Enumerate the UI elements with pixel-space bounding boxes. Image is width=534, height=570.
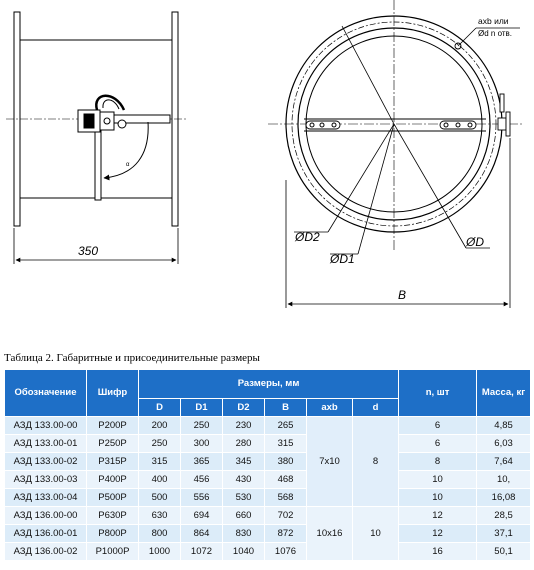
dimension-B xyxy=(286,138,510,308)
group2-axb: 10x16 xyxy=(307,507,353,561)
table-row: АЗД 133.00-00 P200P 200 250 230 265 7x10 8 6 4,85 xyxy=(5,417,531,435)
header-code: Шифр xyxy=(87,370,139,417)
group1-axb: 7x10 xyxy=(307,417,353,507)
label-axb: axb или xyxy=(478,16,509,26)
label-D: ØD xyxy=(466,235,484,249)
table-row: АЗД 133.00-04 P500P 500 556 530 568 10 16,08 xyxy=(5,489,531,507)
label-D2: ØD2 xyxy=(295,230,320,244)
header-D2: D2 xyxy=(223,399,265,417)
header-B: B xyxy=(265,399,307,417)
header-mass: Масса, кг xyxy=(477,370,531,417)
table-row: АЗД 133.00-02 P315P 315 365 345 380 8 7,64 xyxy=(5,453,531,471)
group1-d: 8 xyxy=(353,417,399,507)
svg-text:α: α xyxy=(126,162,130,168)
table-row: АЗД 136.00-01 P800P 800 864 830 872 12 37,1 xyxy=(5,525,531,543)
dimension-B-label: B xyxy=(398,288,407,302)
header-sizes-group: Размеры, мм xyxy=(139,370,399,399)
side-view xyxy=(6,12,186,226)
table-row: АЗД 133.00-01 P250P 250 300 280 315 6 6,03 xyxy=(5,435,531,453)
table-row: АЗД 136.00-02 P1000P 1000 1072 1040 1076 16 50,1 xyxy=(5,543,531,561)
label-D1: ØD1 xyxy=(330,252,355,266)
group2-d: 10 xyxy=(353,507,399,561)
header-axb: axb xyxy=(307,399,353,417)
header-D: D xyxy=(139,399,181,417)
leader-lines xyxy=(294,26,520,254)
header-D1: D1 xyxy=(181,399,223,417)
header-designation: Обозначение xyxy=(5,370,87,417)
header-count: n, шт xyxy=(399,370,477,417)
table-caption: Таблица 2. Габаритные и присоединительные размеры xyxy=(4,352,260,364)
header-d: d xyxy=(353,399,399,417)
table-row: АЗД 133.00-03 P400P 400 456 430 468 10 10, xyxy=(5,471,531,489)
dimension-length-label: 350 xyxy=(78,244,99,258)
dimensions-table xyxy=(4,369,531,561)
label-dnotv: Ød n отв. xyxy=(478,29,512,38)
table-row: АЗД 136.00-00 P630P 630 694 660 702 10x16 10 12 28,5 xyxy=(5,507,531,525)
